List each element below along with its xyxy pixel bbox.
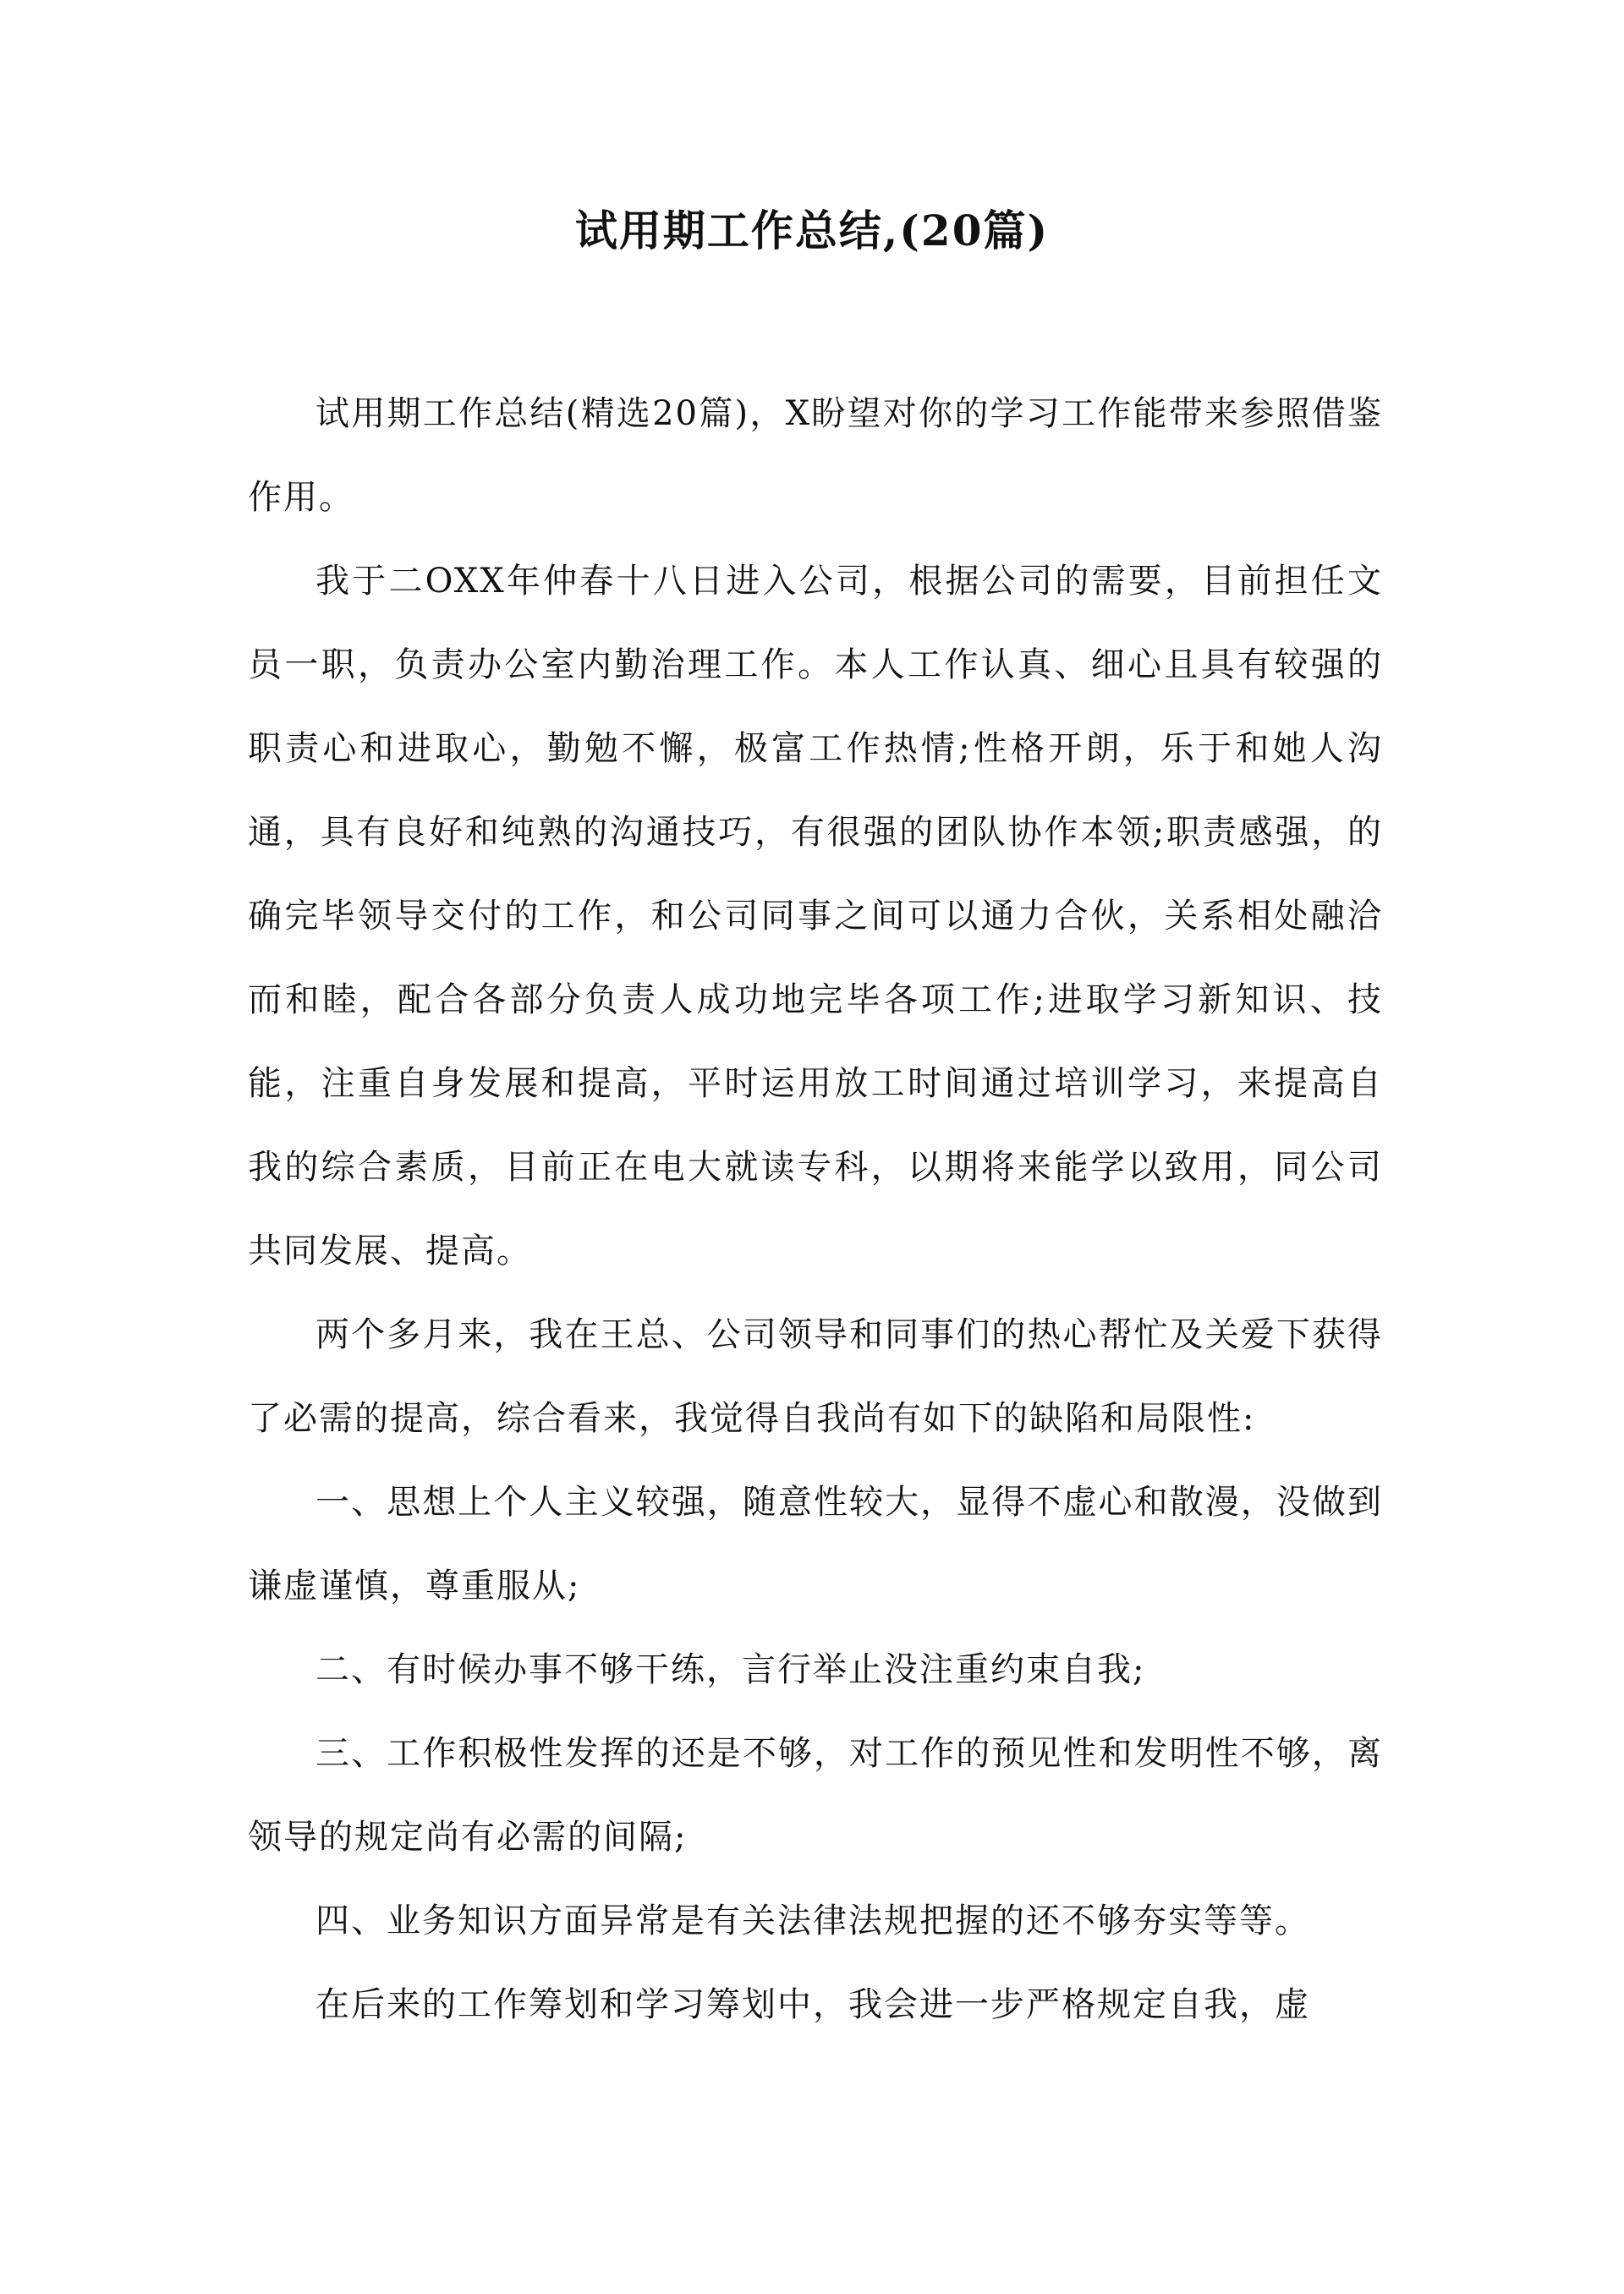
paragraph-shortcoming-2: 二、有时候办事不够干练，言行举止没注重约束自我; xyxy=(315,1650,1146,1689)
paragraph-self-introduction: 我于二OXX年仲春十八日进入公司，根据公司的需要，目前担任文员一职，负责办公室内勤治理工作。本人工作认真、细心且具有较强的职责心和进取心，勤勉不懈，极富工作热情;性格开朗，乐于和她人沟通，具有良好和纯熟的沟通技巧，有很强的团队协作本领;职责感强，的确完毕领导交付的工作，和公司同事之间可以通力合伙，关系相处融洽而和睦，配合各部分负责人成功地完毕各项工作;进取学习新知识、技能，注重自身发展和提高，平时运用放工时间通过培训学习，来提高自我的综合素质，目前正在电大就读专科，以期将来能学以致用，同公司共同发展、提高。 xyxy=(248,562,1383,1270)
paragraph-shortcoming-3: 三、工作积极性发挥的还是不够，对工作的预见性和发明性不够，离领导的规定尚有必需的间隔; xyxy=(248,1734,1383,1857)
paragraph-intro: 试用期工作总结(精选20篇)，X盼望对你的学习工作能带来参照借鉴作用。 xyxy=(248,394,1383,517)
paragraph-future-plan: 在后来的工作筹划和学习筹划中，我会进一步严格规定自我，虚 xyxy=(315,1985,1310,2024)
document-title: 试用期工作总结,(20篇) xyxy=(574,206,1050,255)
document-body xyxy=(248,372,1383,2047)
paragraph-shortcoming-4: 四、业务知识方面异常是有关法律法规把握的还不够夯实等等。 xyxy=(315,1902,1310,1940)
paragraph-shortcomings-intro: 两个多月来，我在王总、公司领导和同事们的热心帮忙及关爱下获得了必需的提高，综合看来，我觉得自我尚有如下的缺陷和局限性: xyxy=(248,1315,1383,1438)
paragraph-shortcoming-1: 一、思想上个人主义较强，随意性较大，显得不虚心和散漫，没做到谦虚谨慎，尊重服从; xyxy=(248,1483,1383,1605)
